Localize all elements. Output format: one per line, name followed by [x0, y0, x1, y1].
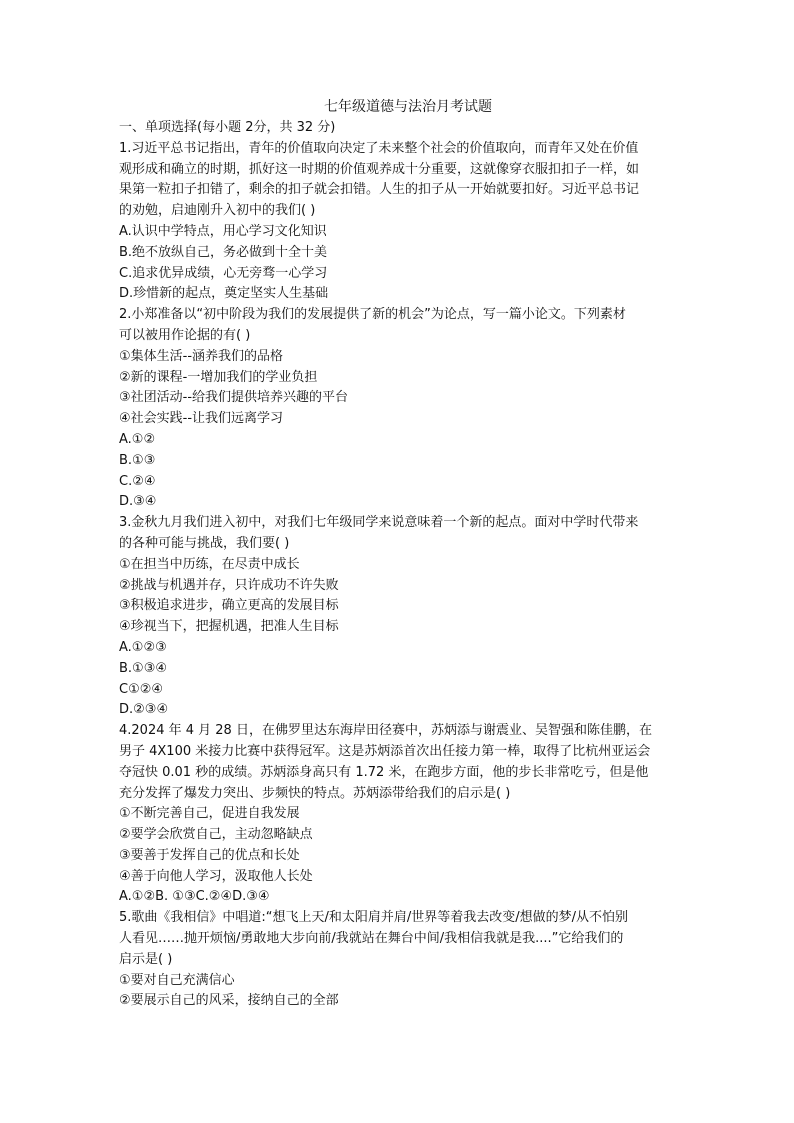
- option-line: ③社团活动--给我们提供培养兴趣的平台: [119, 390, 349, 406]
- option-line: D.②③④: [119, 702, 169, 718]
- option-line: B.①③④: [119, 660, 168, 676]
- option-line: ④善于向他人学习，汲取他人长处: [119, 868, 313, 884]
- option-line: ②挑战与机遇并存，只许成功不许失败: [119, 577, 339, 593]
- question-stem-line: 5.歌曲《我相信》中唱道:“想飞上天/和太阳肩并肩/世界等着我去改变/想做的梦/从不怕别: [119, 910, 629, 926]
- option-line: A.①②B. ①③C.②④D.③④: [119, 889, 270, 905]
- question-5: [119, 908, 675, 1012]
- question-4: [119, 721, 675, 908]
- section-heading: 一、单项选择(每小题 2分，共 32 分): [119, 120, 336, 135]
- option-line: ①要对自己充满信心: [119, 972, 235, 988]
- option-line: D.珍惜新的起点，奠定坚实人生基础: [119, 286, 329, 302]
- question-stem-line: 的劝勉，启迪刚升入初中的我们( ): [119, 203, 316, 219]
- question-stem-line: 人看见……抛开烦恼/勇敢地大步向前/我就站在舞台中间/我相信我就是我....”它给我们的: [119, 931, 624, 947]
- question-stem-line: 观形成和确立的时期，抓好这一时期的价值观养成十分重要，这就像穿衣服扣扣子一样，如: [119, 161, 640, 177]
- question-stem-line: 男子 4X100 米接力比赛中获得冠军。这是苏炳添首次出任接力第一棒，取得了比杭州亚运会: [119, 743, 651, 759]
- option-line: A.①②: [119, 431, 156, 447]
- option-line: ③积极追求进步，确立更高的发展目标: [119, 598, 339, 614]
- question-stem-line: 启示是( ): [119, 951, 173, 967]
- option-line: ②新的课程-一增加我们的学业负担: [119, 369, 318, 385]
- option-line: ③要善于发挥自己的优点和长处: [119, 847, 300, 863]
- option-line: A.认识中学特点，用心学习文化知识: [119, 223, 327, 239]
- question-stem-line: 3.金秋九月我们进入初中，对我们七年级同学来说意味着一个新的起点。面对中学时代带来: [119, 515, 639, 531]
- question-stem-line: 果第一粒扣子扣错了，剩余的扣子就会扣错。人生的扣子从一开始就要扣好。习近平总书记: [119, 182, 640, 198]
- question-1: [119, 139, 675, 305]
- option-line: ①不断完善自己，促进自我发展: [119, 806, 300, 822]
- option-line: ④社会实践--让我们远离学习: [119, 411, 284, 427]
- option-line: ②要展示自己的风采，接纳自己的全部: [119, 993, 339, 1009]
- question-stem-line: 4.2024 年 4 月 28 日，在佛罗里达东海岸田径赛中，苏炳添与谢震业、吴智强和陈佳鹏，在: [119, 723, 652, 739]
- option-line: C.追求优异成绩，心无旁骛一心学习: [119, 265, 328, 281]
- question-stem-line: 的各种可能与挑战，我们要( ): [119, 535, 290, 551]
- option-line: B.①③: [119, 452, 156, 468]
- page-title: 七年级道德与法治月考试题: [324, 99, 492, 115]
- question-stem-line: 1.习近平总书记指出，青年的价值取向决定了未来整个社会的价值取向，而青年又处在价值: [119, 140, 639, 156]
- question-2: [119, 305, 675, 513]
- option-line: ②要学会欣赏自己，主动忽略缺点: [119, 827, 313, 843]
- exam-content: [119, 118, 675, 1012]
- option-line: A.①②③: [119, 639, 167, 655]
- option-line: C.②④: [119, 473, 156, 489]
- question-stem-line: 充分发挥了爆发力突出、步频快的特点。苏炳添带给我们的启示是( ): [119, 785, 511, 801]
- option-line: B.绝不放纵自己，务必做到十全十美: [119, 244, 328, 260]
- option-line: ④珍视当下，把握机遇，把准人生目标: [119, 619, 339, 635]
- question-stem-line: 可以被用作论据的有( ): [119, 327, 251, 343]
- question-3: [119, 513, 675, 721]
- question-stem-line: 2.小郑准备以“初中阶段为我们的发展提供了新的机会”为论点，写一篇小论文。下列素材: [119, 307, 626, 323]
- option-line: D.③④: [119, 494, 157, 510]
- question-stem-line: 夺冠快 0.01 秒的成绩。苏炳添身高只有 1.72 米，在跑步方面，他的步长非常吃亏，但是他: [119, 764, 649, 780]
- option-line: ①集体生活--涵养我们的品格: [119, 348, 284, 364]
- option-line: ①在担当中历练，在尽责中成长: [119, 556, 300, 572]
- option-line: C①②④: [119, 681, 164, 697]
